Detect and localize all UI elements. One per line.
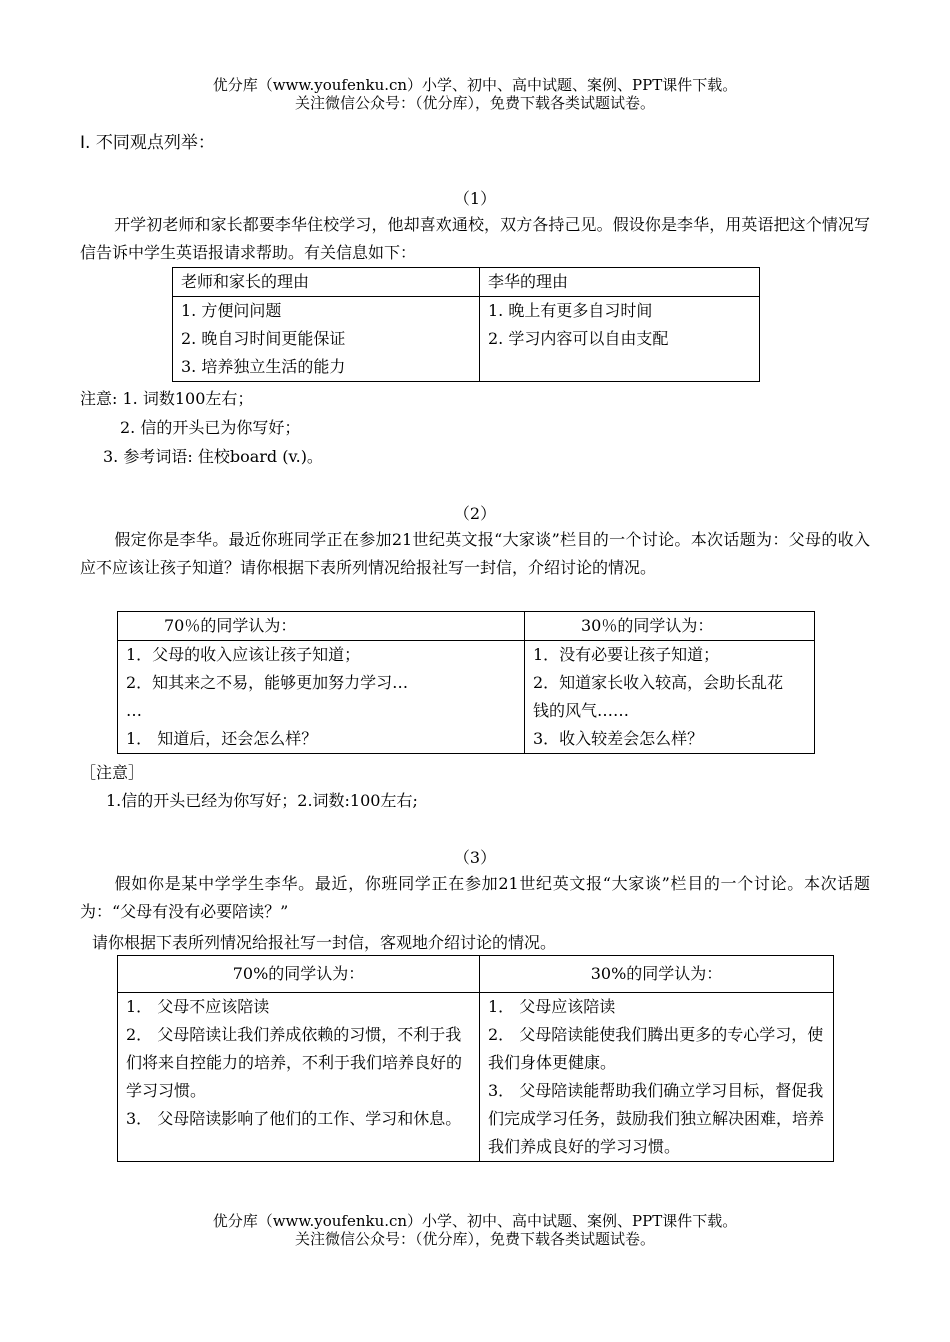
section-title: I. 不同观点列举： — [80, 133, 215, 153]
q3-table — [117, 955, 834, 1162]
list-item: 2．知道家长收入较高，会助长乱花 — [533, 673, 784, 692]
q1-prompt-text: 开学初老师和家长都要李华住校学习，他却喜欢通校，双方各持己见。假设你是李华，用英语把这个情况写信告诉中学生英语报请求帮助。有关信息如下： — [80, 215, 870, 262]
q1-number: （1） — [453, 189, 497, 208]
table-header-row — [118, 612, 815, 641]
q3-header-right: 30%的同学认为： — [590, 964, 723, 983]
page-footer — [0, 1212, 950, 1248]
list-item: 1. 晚上有更多自习时间 — [488, 301, 653, 320]
footer-line-1: 优分库（www.youfenku.cn）小学、初中、高中试题、案例、PPT课件下载。 — [212, 1212, 738, 1230]
q3-prompt — [80, 870, 870, 926]
q2-number: （2） — [453, 504, 497, 523]
page-header — [0, 76, 950, 112]
list-item: 3． 父母陪读影响了他们的工作、学习和休息。 — [126, 1109, 462, 1128]
table-row — [118, 993, 834, 1162]
header-line-2: 关注微信公众号：（优分库），免费下载各类试题试卷。 — [294, 94, 655, 112]
list-item: 2． 父母陪读让我们养成依赖的习惯，不利于我们将来自控能力的培养，不利于我们培养良好的学习习惯。 — [126, 1025, 463, 1100]
list-item: 1．没有必要让孩子知道； — [533, 645, 720, 664]
q2-table — [117, 611, 815, 754]
list-item: 1．父母的收入应该让孩子知道； — [126, 645, 361, 664]
q2-prompt-text: 假定你是李华。最近你班同学正在参加21世纪英文报“大家谈”栏目的一个讨论。本次话题为：父母的收入应不应该让孩子知道？请你根据下表所列情况给报社写一封信，介绍讨论的情况。 — [80, 530, 870, 577]
list-item: 1． 知道后，还会怎么样？ — [126, 729, 318, 748]
q1-note-1: 注意: 1. 词数100左右； — [80, 389, 254, 408]
q2-note-2: 1.信的开头已经为你写好；2.词数:100左右; — [106, 791, 418, 810]
footer-line-2: 关注微信公众号：（优分库），免费下载各类试题试卷。 — [294, 1230, 655, 1248]
list-item: 2． 父母陪读能使我们腾出更多的专心学习，使我们身体更健康。 — [488, 1025, 824, 1072]
q3-header-left: 70%的同学认为： — [232, 964, 365, 983]
header-line-1: 优分库（www.youfenku.cn）小学、初中、高中试题、案例、PPT课件下载。 — [212, 76, 738, 94]
q3-prompt-text: 假如你是某中学学生李华。最近，你班同学正在参加21世纪英文报“大家谈”栏目的一个讨论。本次话题为：“父母有没有必要陪读？” — [80, 874, 870, 921]
list-item: 2．知其来之不易，能够更加努力学习… — [126, 673, 409, 692]
table-row — [173, 297, 760, 382]
q2-header-right: 30％的同学认为： — [581, 616, 714, 635]
table-header-row — [173, 268, 760, 297]
list-item: 钱的风气…… — [533, 701, 630, 720]
list-item: 3． 父母陪读能帮助我们确立学习目标，督促我们完成学习任务，鼓励我们独立解决困难，培养我们养成良好的学习习惯。 — [488, 1081, 825, 1156]
q2-header-left: 70％的同学认为： — [164, 616, 297, 635]
q1-header-left: 老师和家长的理由 — [181, 272, 310, 291]
q3-number: （3） — [453, 848, 497, 867]
q1-note-3: 3. 参考词语: 住校board (v.)。 — [103, 447, 323, 466]
q2-note-1: ［注意］ — [80, 763, 145, 782]
list-item: … — [126, 701, 142, 720]
list-item: 2. 晚自习时间更能保证 — [181, 329, 346, 348]
list-item: 3．收入较差会怎么样？ — [533, 729, 704, 748]
table-header-row — [118, 956, 834, 993]
q3-prompt-2: 请你根据下表所列情况给报社写一封信，客观地介绍讨论的情况。 — [92, 933, 557, 952]
list-item: 2. 学习内容可以自由支配 — [488, 329, 669, 348]
list-item: 1. 方便问问题 — [181, 301, 282, 320]
q1-header-right: 李华的理由 — [488, 272, 569, 291]
q1-table — [172, 267, 760, 382]
q1-note-2: 2. 信的开头已为你写好； — [120, 418, 301, 437]
list-item: 1． 父母应该陪读 — [488, 997, 616, 1016]
table-row — [118, 641, 815, 754]
q2-prompt — [80, 526, 870, 582]
list-item: 1． 父母不应该陪读 — [126, 997, 270, 1016]
list-item: 3. 培养独立生活的能力 — [181, 357, 346, 376]
q1-prompt — [80, 211, 870, 267]
